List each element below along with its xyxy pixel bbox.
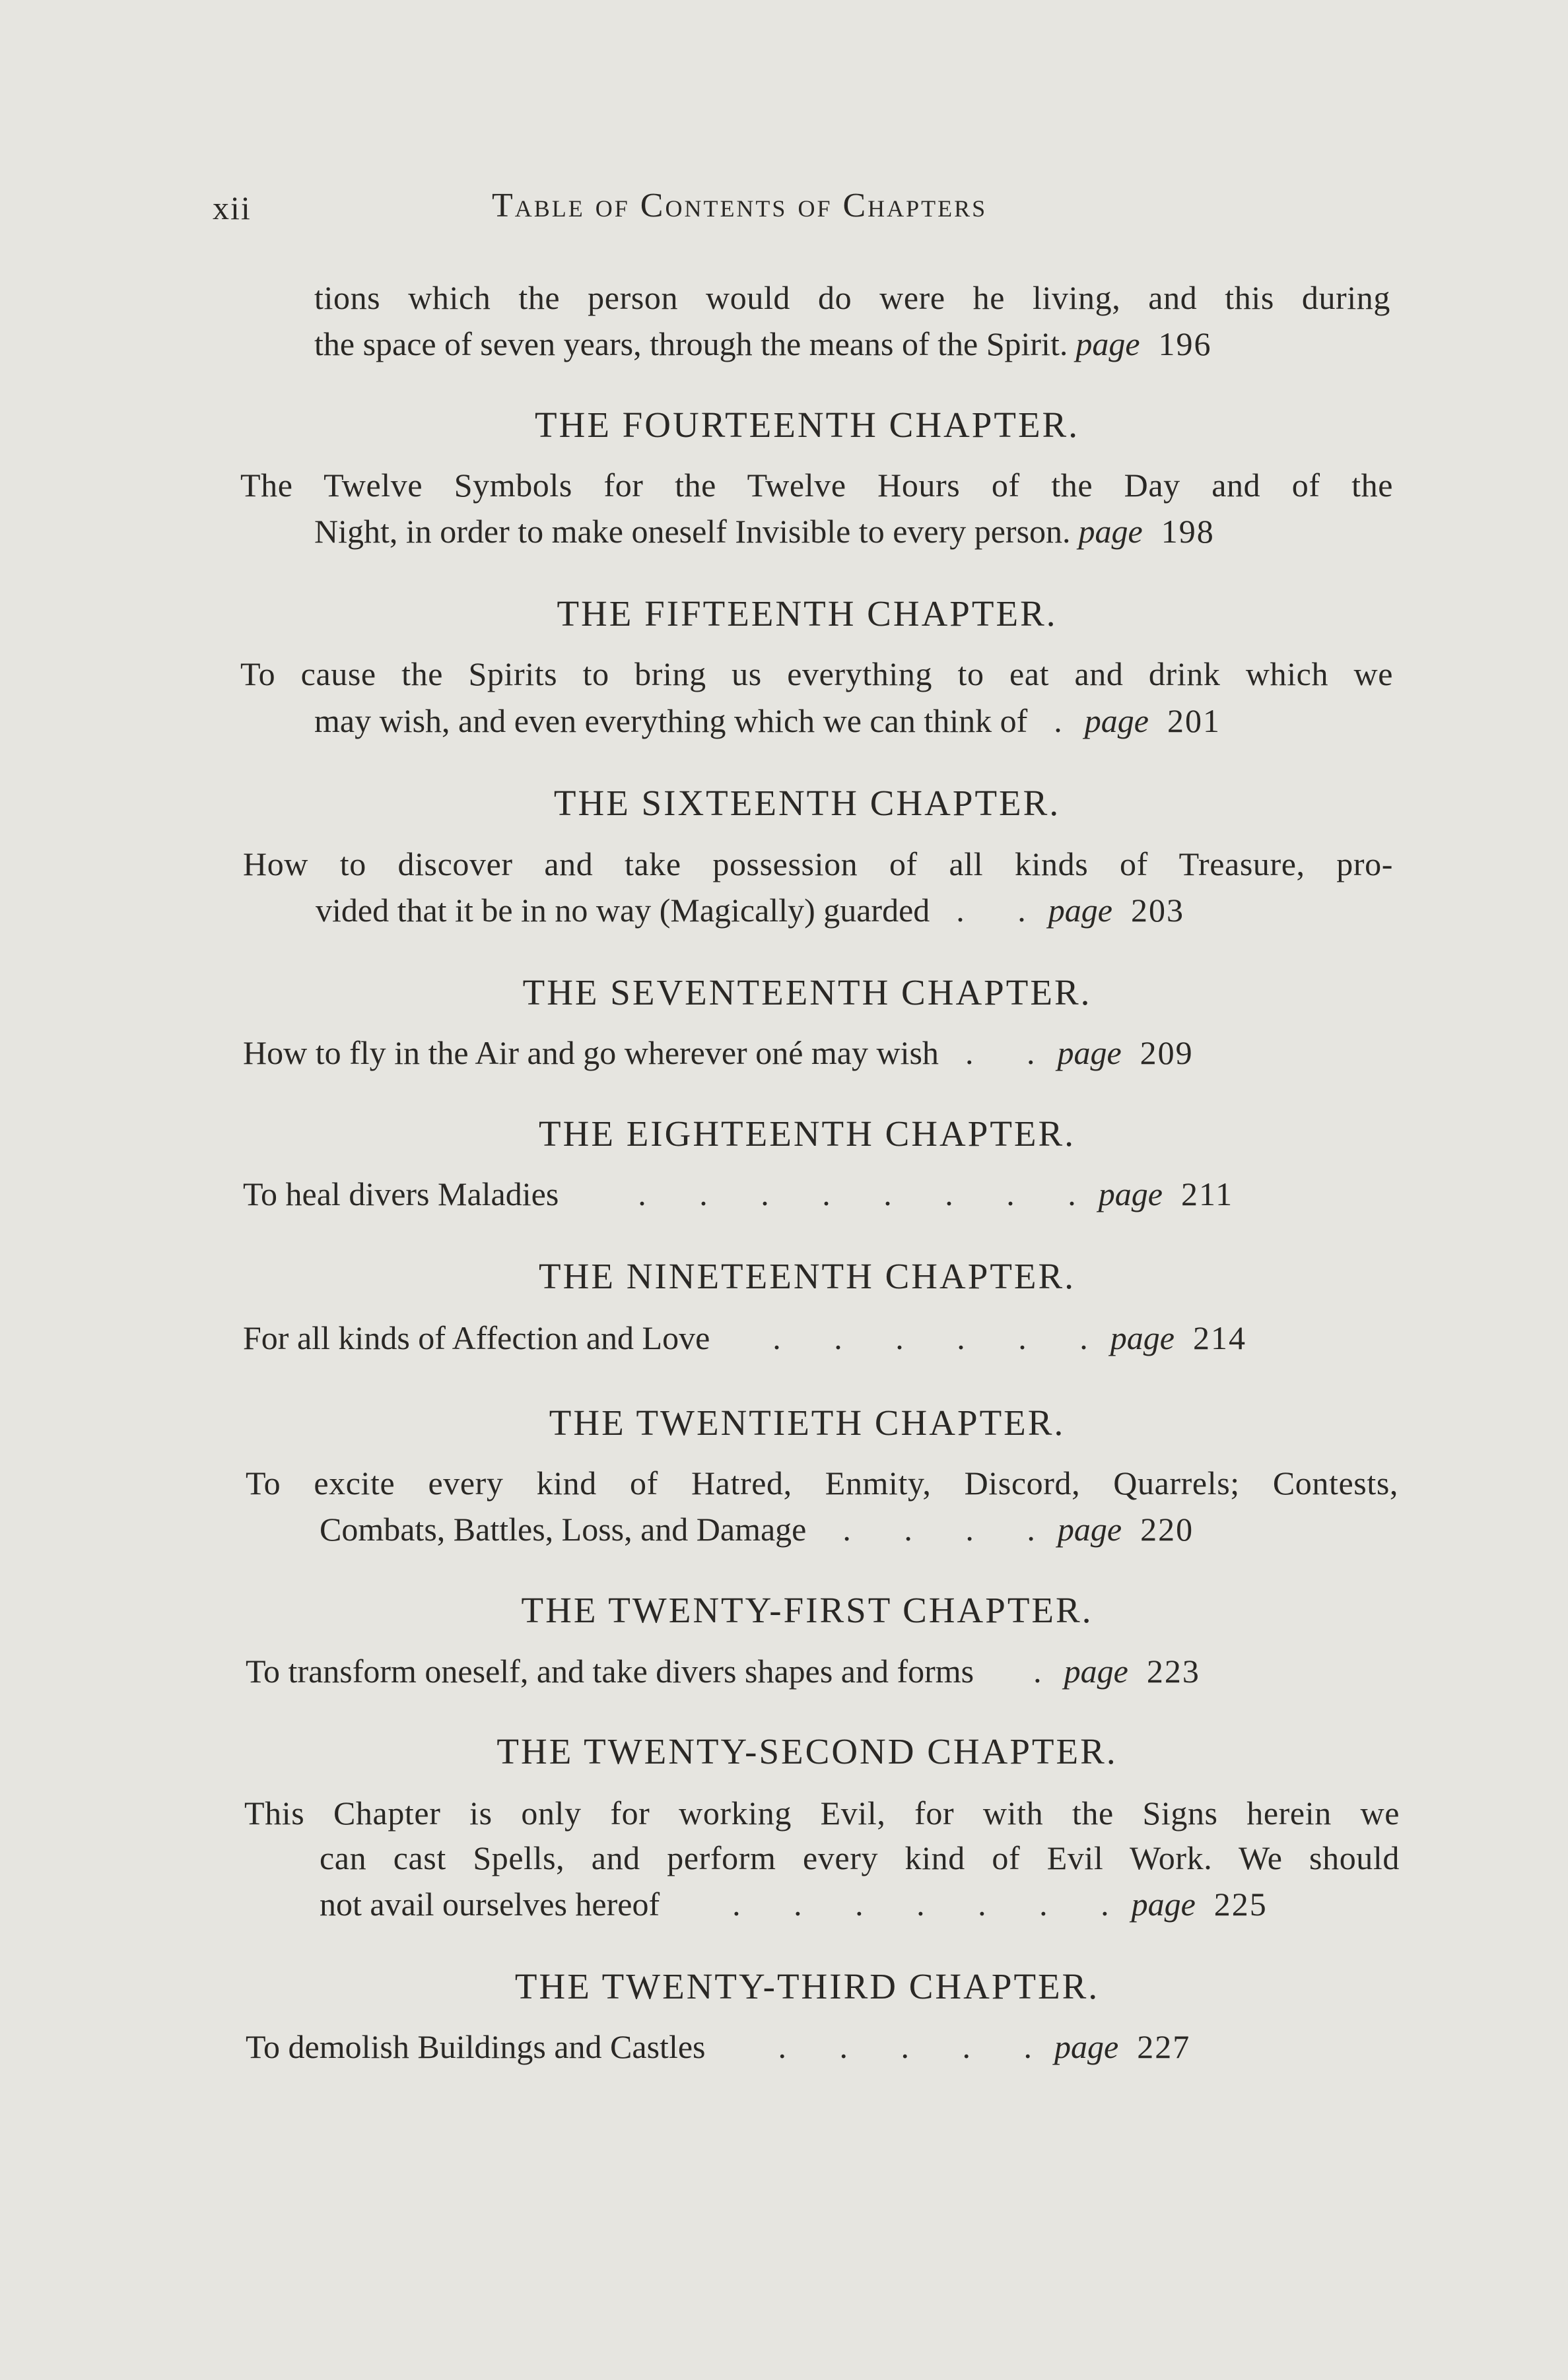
page-label: page (1098, 1175, 1163, 1212)
page-label: page (1110, 1319, 1175, 1356)
page-number: 220 (1140, 1511, 1194, 1548)
chapter-22-line-2: can cast Spells, and perform every kind of Evil Work. We should (320, 1839, 1400, 1876)
entry-text: not avail ourselves hereof (320, 1886, 660, 1923)
page-label: page (1078, 513, 1143, 550)
continuation-line-1: tions which the person would do were he living, and this during (314, 279, 1390, 316)
chapter-15-line-2 (314, 702, 1221, 740)
page-label: page (1084, 702, 1149, 739)
page-number: 223 (1146, 1653, 1200, 1690)
page-label: page (1075, 325, 1140, 362)
chapter-heading-23: THE TWENTY-THIRD CHAPTER. (514, 1966, 1100, 2006)
entry-text: Night, in order to make oneself Invisible to every person. (314, 513, 1071, 550)
entry-text: may wish, and even everything which we can think of (314, 702, 1028, 739)
continuation-text: the space of seven years, through the means of the Spirit. (314, 325, 1068, 362)
chapter-heading-21: THE TWENTY-FIRST CHAPTER. (521, 1590, 1093, 1630)
chapter-heading-22: THE TWENTY-SECOND CHAPTER. (496, 1731, 1118, 1771)
entry-text: To transform oneself, and take divers shapes and forms (246, 1653, 974, 1690)
chapter-14-line-2 (314, 512, 1215, 550)
chapter-22-line-1: This Chapter is only for working Evil, for with the Signs herein we (244, 1795, 1400, 1832)
page-label: page (1057, 1034, 1122, 1071)
entry-text: Combats, Battles, Loss, and Damage (320, 1511, 807, 1548)
page-number: 227 (1137, 2028, 1191, 2065)
entry-text: For all kinds of Affection and Love (243, 1319, 710, 1356)
leader-dots: . (1033, 1653, 1064, 1690)
running-head: Table of Contents of Chapters (492, 187, 988, 224)
page-number: 211 (1181, 1175, 1234, 1212)
page-number: 225 (1213, 1886, 1268, 1923)
entry-text: vided that it be in no way (Magically) guarded (316, 892, 930, 929)
chapter-15-line-1: To cause the Spirits to bring us everything to eat and drink which we (240, 655, 1393, 692)
entry-text: How to fly in the Air and go wherever oné may wish (243, 1034, 939, 1071)
page-number: 198 (1161, 513, 1215, 550)
chapter-heading-20: THE TWENTIETH CHAPTER. (549, 1403, 1066, 1443)
entry-text: To heal divers Maladies (243, 1175, 559, 1212)
leader-dots: . . . . (842, 1511, 1058, 1548)
page-label: page (1048, 892, 1112, 929)
chapter-16-line-1: How to discover and take possession of all kinds of Treasure, pro- (243, 845, 1393, 882)
chapter-22-line-3 (320, 1885, 1268, 1923)
chapter-14-line-1: The Twelve Symbols for the Twelve Hours of the Day and of the (240, 467, 1393, 504)
chapter-17-line-1 (243, 1034, 1194, 1072)
continuation-line-2 (314, 325, 1212, 363)
chapter-23-line-1 (246, 2028, 1190, 2066)
page-label: page (1064, 1653, 1128, 1690)
chapter-heading-15: THE FIFTEENTH CHAPTER. (557, 593, 1058, 634)
page-number: 214 (1192, 1319, 1246, 1356)
entry-text: To demolish Buildings and Castles (246, 2028, 706, 2065)
leader-dots: . . . . . . (772, 1319, 1110, 1356)
leader-dots: . . (965, 1034, 1058, 1071)
leader-dots: . (1054, 702, 1085, 739)
chapter-20-line-2 (320, 1510, 1194, 1548)
page-label: page (1054, 2028, 1119, 2065)
page-number: 209 (1140, 1034, 1194, 1071)
page-folio: xii (213, 189, 252, 226)
chapter-heading-18: THE EIGHTEENTH CHAPTER. (539, 1113, 1075, 1154)
leader-dots: . . . . . . . (732, 1886, 1132, 1923)
chapter-19-line-1 (243, 1319, 1246, 1357)
page-number: 201 (1167, 702, 1221, 739)
chapter-heading-17: THE SEVENTEENTH CHAPTER. (522, 972, 1092, 1012)
chapter-21-line-1 (246, 1652, 1200, 1690)
leader-dots: . . (956, 892, 1048, 929)
chapter-heading-14: THE FOURTEENTH CHAPTER. (535, 405, 1079, 445)
page-label: page (1131, 1886, 1196, 1923)
page-label: page (1057, 1511, 1122, 1548)
chapter-heading-16: THE SIXTEENTH CHAPTER. (553, 783, 1061, 823)
chapter-16-line-2 (316, 891, 1184, 929)
chapter-18-line-1 (243, 1175, 1233, 1213)
page-number: 196 (1158, 325, 1212, 362)
leader-dots: . . . . . (778, 2028, 1054, 2065)
chapter-heading-19: THE NINETEENTH CHAPTER. (539, 1256, 1075, 1296)
leader-dots: . . . . . . . . (638, 1175, 1099, 1212)
page-number: 203 (1130, 892, 1184, 929)
chapter-20-line-1: To excite every kind of Hatred, Enmity, Discord, Quarrels; Contests, (246, 1465, 1398, 1502)
